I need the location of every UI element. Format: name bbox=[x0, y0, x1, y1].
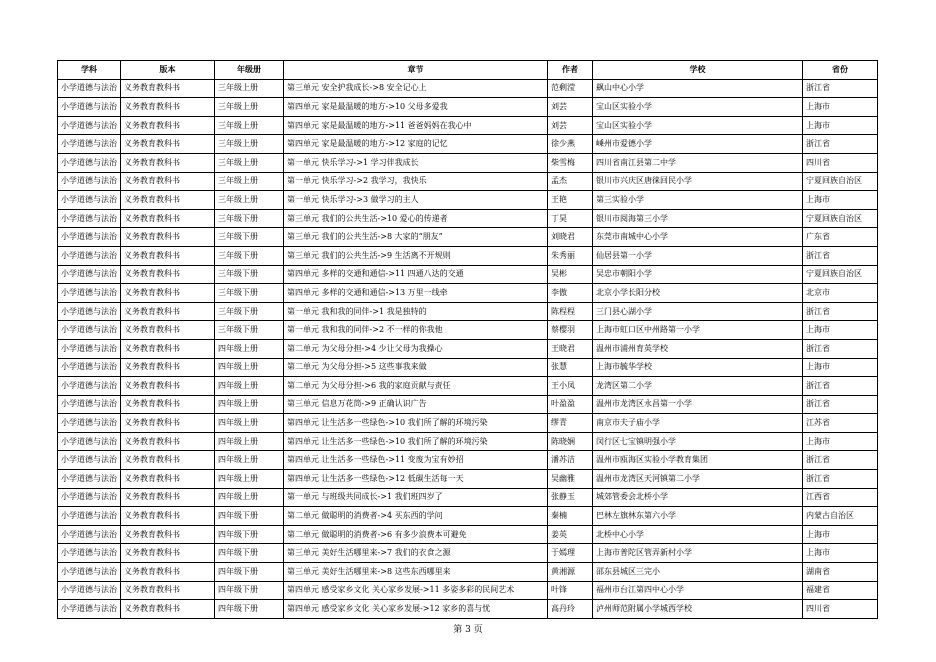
table-row bbox=[58, 98, 878, 117]
cell-grade: 四年级下册 bbox=[215, 544, 284, 563]
cell-school: 四川省南江县第二中学 bbox=[593, 153, 803, 172]
cell-author: 李傲 bbox=[548, 284, 593, 303]
cell-subject: 小学道德与法治 bbox=[58, 414, 121, 433]
cell-province: 广东省 bbox=[803, 228, 878, 247]
cell-edition: 义务教育教科书 bbox=[121, 470, 215, 489]
cell-author: 柴雪梅 bbox=[548, 153, 593, 172]
cell-province: 浙江省 bbox=[803, 246, 878, 265]
cell-chapter: 第三单元 美好生活哪里来->7 我们的衣食之源 bbox=[284, 544, 548, 563]
cell-chapter: 第四单元 家是最温暖的地方->10 父母多爱我 bbox=[284, 98, 548, 117]
cell-province: 上海市 bbox=[803, 191, 878, 210]
cell-grade: 三年级上册 bbox=[215, 98, 284, 117]
table-row bbox=[58, 470, 878, 489]
cell-edition: 义务教育教科书 bbox=[121, 414, 215, 433]
cell-province: 浙江省 bbox=[803, 79, 878, 98]
cell-edition: 义务教育教科书 bbox=[121, 377, 215, 396]
cell-school: 上海市毓华学校 bbox=[593, 358, 803, 377]
cell-chapter: 第四单元 感受家乡文化 关心家乡发展->11 多姿多彩的民间艺术 bbox=[284, 581, 548, 600]
cell-subject: 小学道德与法治 bbox=[58, 284, 121, 303]
cell-province: 浙江省 bbox=[803, 377, 878, 396]
column-header-school: 学校 bbox=[593, 61, 803, 80]
column-header-grade: 年级册 bbox=[215, 61, 284, 80]
cell-school: 温州市龙湾区永昌第一小学 bbox=[593, 395, 803, 414]
cell-author: 叶锋 bbox=[548, 581, 593, 600]
cell-province: 江苏省 bbox=[803, 414, 878, 433]
cell-grade: 四年级下册 bbox=[215, 581, 284, 600]
cell-subject: 小学道德与法治 bbox=[58, 544, 121, 563]
cell-chapter: 第四单元 让生活多一些绿色->10 我们所了解的环境污染 bbox=[284, 432, 548, 451]
cell-subject: 小学道德与法治 bbox=[58, 377, 121, 396]
table-row bbox=[58, 191, 878, 210]
table-row bbox=[58, 246, 878, 265]
table-row bbox=[58, 600, 878, 619]
cell-subject: 小学道德与法治 bbox=[58, 581, 121, 600]
cell-province: 福建省 bbox=[803, 581, 878, 600]
cell-author: 潘苏洁 bbox=[548, 451, 593, 470]
cell-grade: 三年级上册 bbox=[215, 116, 284, 135]
cell-subject: 小学道德与法治 bbox=[58, 302, 121, 321]
cell-author: 吴彬 bbox=[548, 265, 593, 284]
cell-chapter: 第一单元 快乐学习->1 学习伴我成长 bbox=[284, 153, 548, 172]
cell-school: 宝山区实验小学 bbox=[593, 98, 803, 117]
cell-school: 福州市台江第四中心小学 bbox=[593, 581, 803, 600]
cell-author: 吴幽雅 bbox=[548, 470, 593, 489]
table-row bbox=[58, 377, 878, 396]
cell-chapter: 第四单元 让生活多一些绿色->10 我们所了解的环境污染 bbox=[284, 414, 548, 433]
cell-grade: 三年级上册 bbox=[215, 135, 284, 154]
cell-province: 浙江省 bbox=[803, 339, 878, 358]
table-row bbox=[58, 339, 878, 358]
cell-grade: 三年级上册 bbox=[215, 172, 284, 191]
cell-subject: 小学道德与法治 bbox=[58, 600, 121, 619]
cell-province: 宁夏回族自治区 bbox=[803, 265, 878, 284]
cell-edition: 义务教育教科书 bbox=[121, 488, 215, 507]
cell-grade: 三年级下册 bbox=[215, 284, 284, 303]
cell-chapter: 第四单元 多样的交通和通信->11 四通八达的交通 bbox=[284, 265, 548, 284]
cell-grade: 四年级上册 bbox=[215, 470, 284, 489]
cell-edition: 义务教育教科书 bbox=[121, 79, 215, 98]
table-row bbox=[58, 265, 878, 284]
cell-edition: 义务教育教科书 bbox=[121, 339, 215, 358]
cell-province: 浙江省 bbox=[803, 451, 878, 470]
table-row bbox=[58, 563, 878, 582]
cell-province: 北京市 bbox=[803, 284, 878, 303]
cell-school: 北京小学长阳分校 bbox=[593, 284, 803, 303]
cell-chapter: 第三单元 我们的公共生活->8 大家的“朋友” bbox=[284, 228, 548, 247]
table-row bbox=[58, 358, 878, 377]
cell-edition: 义务教育教科书 bbox=[121, 209, 215, 228]
cell-chapter: 第三单元 安全护我成长->8 安全记心上 bbox=[284, 79, 548, 98]
cell-grade: 四年级上册 bbox=[215, 339, 284, 358]
cell-subject: 小学道德与法治 bbox=[58, 228, 121, 247]
column-header-province: 省份 bbox=[803, 61, 878, 80]
cell-province: 湖南省 bbox=[803, 563, 878, 582]
cell-subject: 小学道德与法治 bbox=[58, 507, 121, 526]
cell-author: 姜英 bbox=[548, 525, 593, 544]
cell-grade: 三年级下册 bbox=[215, 265, 284, 284]
cell-chapter: 第四单元 让生活多一些绿色->11 变废为宝有妙招 bbox=[284, 451, 548, 470]
table-row bbox=[58, 116, 878, 135]
cell-province: 上海市 bbox=[803, 358, 878, 377]
cell-subject: 小学道德与法治 bbox=[58, 135, 121, 154]
cell-author: 徐少燕 bbox=[548, 135, 593, 154]
cell-province: 浙江省 bbox=[803, 135, 878, 154]
table-row bbox=[58, 321, 878, 340]
cell-school: 巴林左旗林东第六小学 bbox=[593, 507, 803, 526]
table-row bbox=[58, 414, 878, 433]
cell-author: 王艳 bbox=[548, 191, 593, 210]
cell-edition: 义务教育教科书 bbox=[121, 284, 215, 303]
cell-province: 上海市 bbox=[803, 98, 878, 117]
cell-school: 银川市阅海第三小学 bbox=[593, 209, 803, 228]
cell-author: 孟杰 bbox=[548, 172, 593, 191]
cell-grade: 四年级下册 bbox=[215, 525, 284, 544]
table-row bbox=[58, 581, 878, 600]
cell-grade: 四年级上册 bbox=[215, 488, 284, 507]
cell-subject: 小学道德与法治 bbox=[58, 451, 121, 470]
cell-grade: 三年级下册 bbox=[215, 209, 284, 228]
cell-chapter: 第二单元 为父母分担->4 少让父母为我操心 bbox=[284, 339, 548, 358]
table-row bbox=[58, 284, 878, 303]
cell-edition: 义务教育教科书 bbox=[121, 116, 215, 135]
cell-edition: 义务教育教科书 bbox=[121, 563, 215, 582]
cell-chapter: 第一单元 我和我的同伴->2 不一样的你我他 bbox=[284, 321, 548, 340]
cell-province: 上海市 bbox=[803, 321, 878, 340]
cell-province: 内蒙古自治区 bbox=[803, 507, 878, 526]
cell-school: 温州市龙湾区天河镇第二小学 bbox=[593, 470, 803, 489]
cell-edition: 义务教育教科书 bbox=[121, 600, 215, 619]
cell-subject: 小学道德与法治 bbox=[58, 563, 121, 582]
cell-chapter: 第二单元 做聪明的消费者->4 买东西的学问 bbox=[284, 507, 548, 526]
cell-subject: 小学道德与法治 bbox=[58, 395, 121, 414]
cell-subject: 小学道德与法治 bbox=[58, 246, 121, 265]
cell-chapter: 第四单元 多样的交通和通信->13 万里一线牵 bbox=[284, 284, 548, 303]
data-table bbox=[57, 60, 878, 619]
cell-subject: 小学道德与法治 bbox=[58, 525, 121, 544]
cell-author: 朱秀丽 bbox=[548, 246, 593, 265]
cell-edition: 义务教育教科书 bbox=[121, 98, 215, 117]
cell-author: 张静玉 bbox=[548, 488, 593, 507]
cell-subject: 小学道德与法治 bbox=[58, 209, 121, 228]
cell-subject: 小学道德与法治 bbox=[58, 488, 121, 507]
cell-grade: 三年级上册 bbox=[215, 79, 284, 98]
cell-author: 缪青 bbox=[548, 414, 593, 433]
cell-author: 丁昊 bbox=[548, 209, 593, 228]
cell-edition: 义务教育教科书 bbox=[121, 191, 215, 210]
cell-edition: 义务教育教科书 bbox=[121, 321, 215, 340]
cell-edition: 义务教育教科书 bbox=[121, 172, 215, 191]
table-row bbox=[58, 544, 878, 563]
cell-school: 飙山中心小学 bbox=[593, 79, 803, 98]
cell-chapter: 第四单元 家是最温暖的地方->11 爸爸妈妈在我心中 bbox=[284, 116, 548, 135]
cell-subject: 小学道德与法治 bbox=[58, 339, 121, 358]
cell-edition: 义务教育教科书 bbox=[121, 432, 215, 451]
cell-edition: 义务教育教科书 bbox=[121, 451, 215, 470]
cell-grade: 三年级上册 bbox=[215, 191, 284, 210]
cell-chapter: 第三单元 我们的公共生活->9 生活离不开规则 bbox=[284, 246, 548, 265]
cell-subject: 小学道德与法治 bbox=[58, 191, 121, 210]
table-row bbox=[58, 228, 878, 247]
cell-school: 第三实验小学 bbox=[593, 191, 803, 210]
cell-school: 宝山区实验小学 bbox=[593, 116, 803, 135]
cell-school: 嵊州市爱德小学 bbox=[593, 135, 803, 154]
cell-province: 浙江省 bbox=[803, 470, 878, 489]
cell-author: 范剩滢 bbox=[548, 79, 593, 98]
cell-school: 银川市兴庆区唐徕回民小学 bbox=[593, 172, 803, 191]
cell-province: 上海市 bbox=[803, 432, 878, 451]
table-row bbox=[58, 432, 878, 451]
cell-school: 城郊管委会北桥小学 bbox=[593, 488, 803, 507]
cell-school: 南京市夫子庙小学 bbox=[593, 414, 803, 433]
cell-province: 宁夏回族自治区 bbox=[803, 209, 878, 228]
cell-author: 陈程程 bbox=[548, 302, 593, 321]
table-row bbox=[58, 302, 878, 321]
cell-school: 温州市浦州育英学校 bbox=[593, 339, 803, 358]
cell-author: 叶盈盈 bbox=[548, 395, 593, 414]
cell-grade: 三年级下册 bbox=[215, 302, 284, 321]
cell-grade: 四年级上册 bbox=[215, 451, 284, 470]
cell-edition: 义务教育教科书 bbox=[121, 302, 215, 321]
cell-subject: 小学道德与法治 bbox=[58, 432, 121, 451]
cell-school: 龙湾区第二小学 bbox=[593, 377, 803, 396]
cell-grade: 三年级下册 bbox=[215, 228, 284, 247]
cell-province: 上海市 bbox=[803, 544, 878, 563]
cell-grade: 三年级下册 bbox=[215, 321, 284, 340]
cell-chapter: 第三单元 我们的公共生活->10 爱心的传递者 bbox=[284, 209, 548, 228]
cell-subject: 小学道德与法治 bbox=[58, 470, 121, 489]
table-row bbox=[58, 209, 878, 228]
cell-grade: 四年级下册 bbox=[215, 507, 284, 526]
table-row bbox=[58, 525, 878, 544]
table-row bbox=[58, 153, 878, 172]
cell-chapter: 第三单元 信息万花筒->9 正确认识广告 bbox=[284, 395, 548, 414]
cell-grade: 四年级上册 bbox=[215, 414, 284, 433]
cell-grade: 四年级下册 bbox=[215, 563, 284, 582]
cell-province: 四川省 bbox=[803, 600, 878, 619]
header-row bbox=[58, 61, 878, 80]
cell-grade: 四年级下册 bbox=[215, 600, 284, 619]
cell-grade: 四年级上册 bbox=[215, 377, 284, 396]
cell-chapter: 第三单元 美好生活哪里来->8 这些东西哪里来 bbox=[284, 563, 548, 582]
cell-chapter: 第二单元 做聪明的消费者->6 有多少浪费本可避免 bbox=[284, 525, 548, 544]
cell-chapter: 第一单元 我和我的同伴->1 我是独特的 bbox=[284, 302, 548, 321]
table-body bbox=[58, 79, 878, 618]
cell-school: 仙居县第一小学 bbox=[593, 246, 803, 265]
cell-edition: 义务教育教科书 bbox=[121, 358, 215, 377]
cell-school: 东莞市南城中心小学 bbox=[593, 228, 803, 247]
cell-chapter: 第四单元 让生活多一些绿色->12 低碳生活每一天 bbox=[284, 470, 548, 489]
table-row bbox=[58, 507, 878, 526]
column-header-edition: 版本 bbox=[121, 61, 215, 80]
cell-school: 泸州师范附属小学城西学校 bbox=[593, 600, 803, 619]
cell-author: 高丹玲 bbox=[548, 600, 593, 619]
table-row bbox=[58, 79, 878, 98]
cell-school: 上海市普陀区管弄新村小学 bbox=[593, 544, 803, 563]
cell-grade: 四年级上册 bbox=[215, 395, 284, 414]
cell-chapter: 第二单元 为父母分担->5 这些事我来做 bbox=[284, 358, 548, 377]
cell-edition: 义务教育教科书 bbox=[121, 544, 215, 563]
cell-province: 浙江省 bbox=[803, 302, 878, 321]
cell-chapter: 第一单元 与班级共同成长->1 我们班四岁了 bbox=[284, 488, 548, 507]
cell-author: 王晓君 bbox=[548, 339, 593, 358]
cell-edition: 义务教育教科书 bbox=[121, 525, 215, 544]
cell-school: 吴忠市朝阳小学 bbox=[593, 265, 803, 284]
cell-subject: 小学道德与法治 bbox=[58, 358, 121, 377]
cell-school: 三门县心湖小学 bbox=[593, 302, 803, 321]
cell-grade: 三年级下册 bbox=[215, 246, 284, 265]
cell-subject: 小学道德与法治 bbox=[58, 79, 121, 98]
cell-province: 上海市 bbox=[803, 116, 878, 135]
cell-school: 温州市瓯海区实验小学教育集团 bbox=[593, 451, 803, 470]
cell-edition: 义务教育教科书 bbox=[121, 135, 215, 154]
cell-chapter: 第二单元 为父母分担->6 我的家庭贡献与责任 bbox=[284, 377, 548, 396]
table-row bbox=[58, 451, 878, 470]
cell-edition: 义务教育教科书 bbox=[121, 395, 215, 414]
cell-chapter: 第一单元 快乐学习->3 做学习的主人 bbox=[284, 191, 548, 210]
cell-author: 王小凤 bbox=[548, 377, 593, 396]
cell-school: 邵东县城区三完小 bbox=[593, 563, 803, 582]
cell-subject: 小学道德与法治 bbox=[58, 172, 121, 191]
cell-subject: 小学道德与法治 bbox=[58, 116, 121, 135]
cell-author: 蔡樱羽 bbox=[548, 321, 593, 340]
cell-subject: 小学道德与法治 bbox=[58, 153, 121, 172]
column-header-chapter: 章节 bbox=[284, 61, 548, 80]
table-row bbox=[58, 395, 878, 414]
cell-edition: 义务教育教科书 bbox=[121, 246, 215, 265]
cell-subject: 小学道德与法治 bbox=[58, 265, 121, 284]
cell-province: 上海市 bbox=[803, 525, 878, 544]
cell-province: 宁夏回族自治区 bbox=[803, 172, 878, 191]
cell-edition: 义务教育教科书 bbox=[121, 228, 215, 247]
cell-grade: 四年级上册 bbox=[215, 432, 284, 451]
table-row bbox=[58, 488, 878, 507]
cell-subject: 小学道德与法治 bbox=[58, 321, 121, 340]
cell-author: 刘芸 bbox=[548, 98, 593, 117]
cell-grade: 三年级上册 bbox=[215, 153, 284, 172]
cell-chapter: 第四单元 家是最温暖的地方->12 家庭的记忆 bbox=[284, 135, 548, 154]
cell-chapter: 第一单元 快乐学习->2 我学习，我快乐 bbox=[284, 172, 548, 191]
cell-school: 上海市虹口区中州路第一小学 bbox=[593, 321, 803, 340]
cell-author: 黄湘源 bbox=[548, 563, 593, 582]
cell-subject: 小学道德与法治 bbox=[58, 98, 121, 117]
table-row bbox=[58, 135, 878, 154]
cell-author: 陈晓娴 bbox=[548, 432, 593, 451]
cell-author: 秦楠 bbox=[548, 507, 593, 526]
column-header-subject: 学科 bbox=[58, 61, 121, 80]
cell-grade: 四年级上册 bbox=[215, 358, 284, 377]
column-header-author: 作者 bbox=[548, 61, 593, 80]
cell-edition: 义务教育教科书 bbox=[121, 153, 215, 172]
cell-province: 浙江省 bbox=[803, 395, 878, 414]
cell-author: 于嫣理 bbox=[548, 544, 593, 563]
cell-author: 刘晓君 bbox=[548, 228, 593, 247]
cell-chapter: 第四单元 感受家乡文化 关心家乡发展->12 家乡的喜与忧 bbox=[284, 600, 548, 619]
cell-province: 四川省 bbox=[803, 153, 878, 172]
cell-edition: 义务教育教科书 bbox=[121, 581, 215, 600]
cell-edition: 义务教育教科书 bbox=[121, 265, 215, 284]
cell-school: 闵行区七宝镇明强小学 bbox=[593, 432, 803, 451]
cell-province: 江西省 bbox=[803, 488, 878, 507]
table-row bbox=[58, 172, 878, 191]
cell-edition: 义务教育教科书 bbox=[121, 507, 215, 526]
page-number: 第 3 页 bbox=[453, 625, 483, 635]
cell-author: 张慧 bbox=[548, 358, 593, 377]
cell-school: 北桥中心小学 bbox=[593, 525, 803, 544]
cell-author: 刘芸 bbox=[548, 116, 593, 135]
